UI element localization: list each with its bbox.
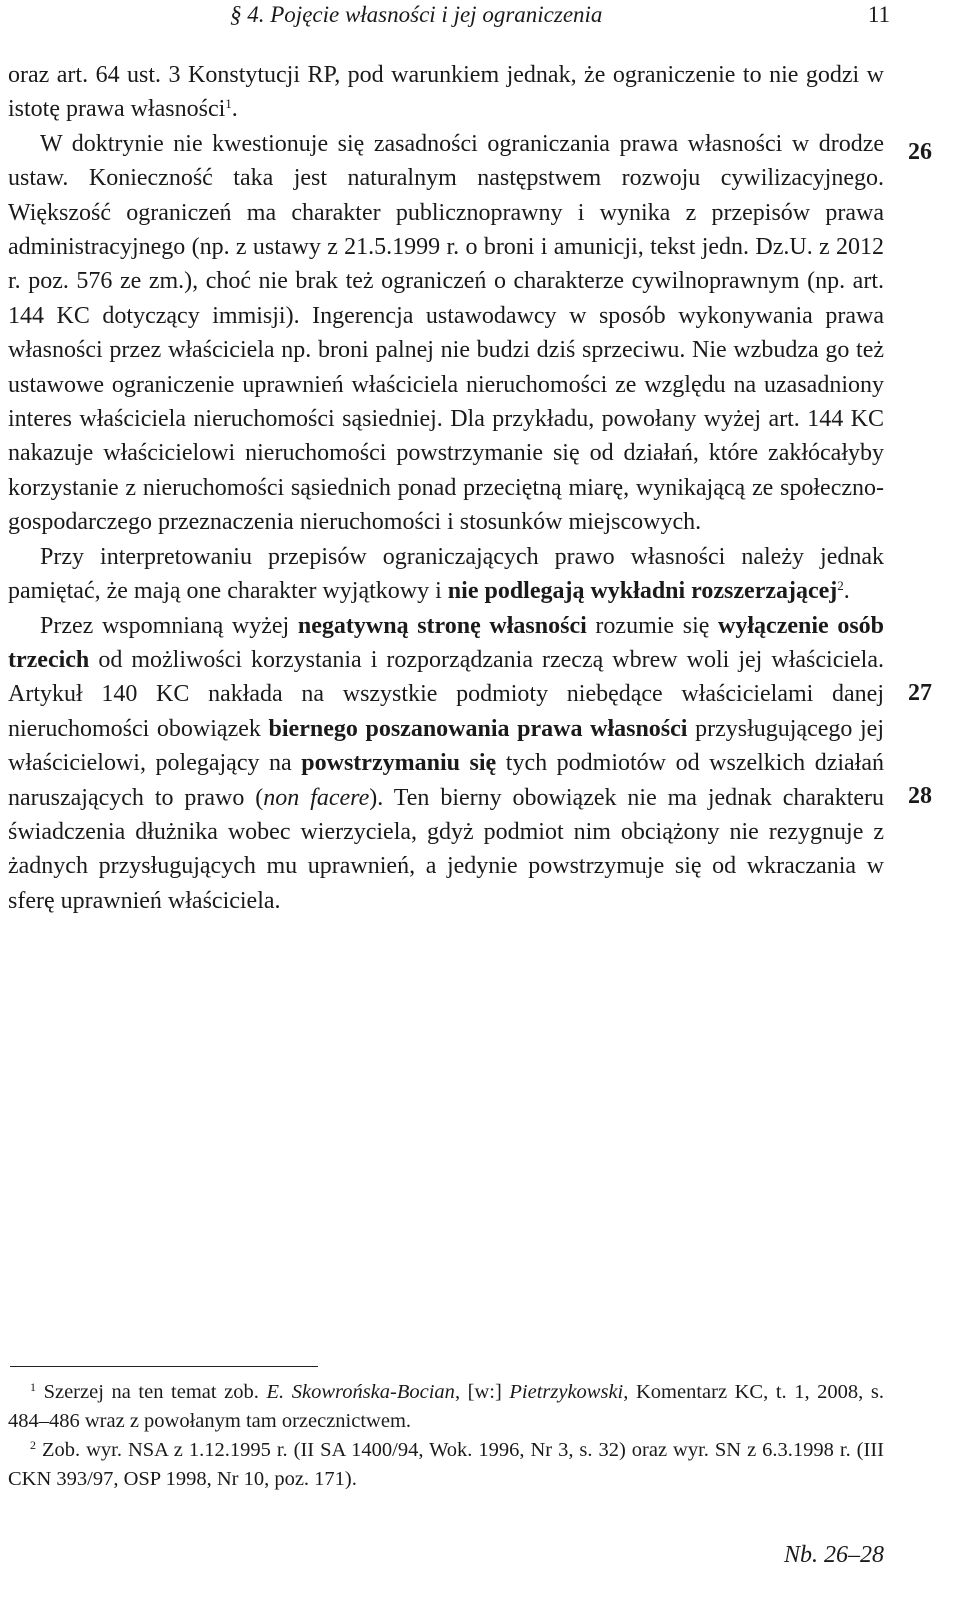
bold-term: negatywną stronę własności (297, 612, 587, 639)
footnote-number: 1 (30, 1380, 36, 1394)
page-number: 11 (867, 2, 890, 27)
text: Zob. wyr. NSA z 1.12.1995 r. (II SA 1400/94, Wok. 1996, Nr 3, s. 32) oraz wyr. SN z 6.3.1998 r. (III CKN 393/97, OSP 1998, Nr 10, poz. 171). (8, 1439, 884, 1490)
text: Przy interpretowaniu przepisów ograniczających prawo własności należy jednak pamiętać, że mają one charakter wyjątkowy i (8, 543, 884, 605)
margin-number-27: 27 (908, 680, 932, 706)
text: rozumie się (586, 612, 719, 639)
text: przysługującego jej właścicielowi, polegający na (8, 715, 885, 777)
margin-number-28: 28 (908, 783, 932, 809)
text: . (843, 578, 850, 605)
text: oraz art. 64 ust. 3 Konstytucji RP, pod warunkiem jednak, że ograniczenie to nie godzi w istotę prawa własności (8, 62, 884, 123)
italic-term: non facere (263, 784, 370, 811)
author-name: Pietrzykowski (509, 1381, 624, 1403)
text: . (231, 96, 238, 123)
footnote-ref-1[interactable]: 1 (225, 96, 232, 112)
margin-number-range: Nb. 26–28 (783, 1542, 884, 1568)
bold-term: wyłączenie osób trzecich (8, 612, 885, 673)
paragraph-28 (8, 609, 884, 919)
footnotes (8, 1378, 884, 1494)
author-name: E. Skowrońska-Bocian (266, 1381, 455, 1403)
paragraph-27 (8, 540, 884, 609)
text: Przez wspomnianą wyżej (40, 612, 298, 639)
text: , Komentarz KC, t. 1, 2008, s. 484–486 wraz z powołanym tam orzecznictwem. (8, 1381, 884, 1432)
text: od możliwości korzystania i rozporządzania rzeczą wbrew woli jej właściciela. Artykuł 140 KC nakłada na wszystkie podmioty niebędące właścicielami danej nieruchomości obowiązek (8, 646, 884, 742)
bold-term: biernego poszanowania prawa własności (268, 715, 688, 742)
paragraph-26: W doktrynie nie kwestionuje się zasadności ograniczania prawa własności w drodze ustaw. Konieczność taka jest naturalnym następstwem rozwoju cywilizacyjnego. Większość ograniczeń ma charakter publicznoprawny i wynika z przepisów prawa administracyjnego (np. z ustawy z 21.5.1999 r. o broni i amunicji, tekst jedn. Dz.U. z 2012 r. poz. 576 ze zm.), choć nie brak też ograniczeń o charakterze cywilnoprawnym (np. art. 144 KC dotyczący immisji). Ingerencja ustawodawcy w sposób wykonywania prawa własności przez właściciela np. broni palnej nie budzi dziś sprzeciwu. Nie wzbudza go też ustawowe ograniczenie uprawnień właściciela nieruchomości ze względu na uzasadniony interes właściciela nieruchomości sąsiedniej. Dla przykładu, powołany wyżej art. 144 KC nakazuje właścicielowi nieruchomości powstrzymanie się od działań, które zakłócałyby korzystanie z nieruchomości sąsiednich ponad przeciętną miarę, wynikającą ze społeczno-gospodarczego przeznaczenia nieruchomości i stosunków miejscowych. (8, 130, 884, 536)
margin-number-26: 26 (908, 139, 932, 165)
footnote-separator (10, 1366, 318, 1367)
running-head (230, 0, 890, 32)
body-text (8, 58, 884, 918)
bold-term: nie podlegają wykładni rozszerzającej (447, 578, 838, 605)
text: , [w:] (454, 1381, 510, 1403)
bold-term: powstrzymaniu się (301, 750, 497, 777)
paragraph-continued (8, 58, 884, 127)
text: tych podmiotów od wszelkich działań naruszających to prawo ( (8, 750, 884, 811)
text: ). Ten bierny obowiązek nie ma jednak charakteru świadczenia dłużnika wobec wierzyciela, gdyż podmiot nim obciążony nie rezygnuje z żadnych przysługujących mu uprawnień, a jedynie powstrzymuje się od wkraczania w sferę uprawnień właściciela. (8, 784, 885, 914)
chapter-title: § 4. Pojęcie własności i jej ograniczenia (230, 2, 603, 27)
text: Szerzej na ten temat zob. (36, 1381, 267, 1403)
footnote-ref-2[interactable]: 2 (837, 578, 844, 594)
footnote-2 (8, 1436, 884, 1494)
footnote-1 (8, 1378, 884, 1436)
footnote-number: 2 (30, 1438, 36, 1452)
